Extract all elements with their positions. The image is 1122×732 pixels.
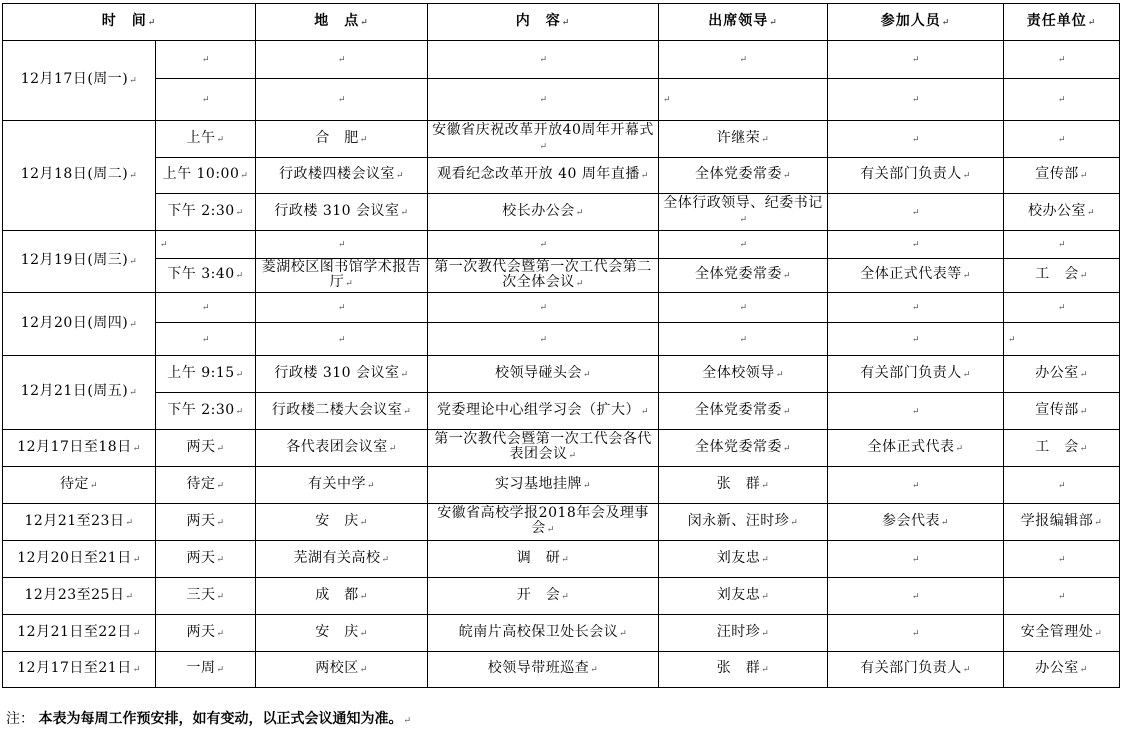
empty-cell: ↵ — [828, 578, 1004, 615]
leader-cell: 全体校领导↵ — [659, 356, 828, 393]
empty-cell: ↵ — [1004, 121, 1120, 158]
place-cell: 安 庆↵ — [256, 504, 428, 541]
date-cell: 12月20日至21日↵ — [3, 541, 156, 578]
empty-cell: ↵ — [1004, 41, 1120, 79]
time-cell: 三天↵ — [156, 578, 256, 615]
leader-cell: 全体党委常委↵ — [659, 393, 828, 430]
participants-cell: 全体正式代表等↵ — [828, 259, 1004, 293]
empty-cell: ↵ — [156, 79, 256, 121]
empty-cell: ↵ — [1004, 323, 1120, 356]
empty-cell: ↵ — [1004, 578, 1120, 615]
content-cell: 校长办公会↵ — [428, 194, 659, 231]
empty-cell: ↵ — [828, 293, 1004, 323]
empty-cell: ↵ — [1004, 293, 1120, 323]
header-leader: 出席领导↵ — [659, 4, 828, 41]
empty-cell: ↵ — [1004, 467, 1120, 504]
empty-cell: ↵ — [659, 293, 828, 323]
empty-cell: ↵ — [256, 79, 428, 121]
unit-cell: 安全管理处↵ — [1004, 615, 1120, 652]
date-cell: 12月21日至22日↵ — [3, 615, 156, 652]
unit-cell: 办公室↵ — [1004, 356, 1120, 393]
footnote-prefix: 注： — [6, 711, 34, 727]
content-cell: 党委理论中心组学习会（扩大）↵ — [428, 393, 659, 430]
empty-cell: ↵ — [828, 194, 1004, 231]
empty-cell: ↵ — [256, 293, 428, 323]
table-row — [3, 158, 1120, 194]
time-cell: 上午↵ — [156, 121, 256, 158]
unit-cell: 宣传部↵ — [1004, 158, 1120, 194]
table-row — [3, 194, 1120, 231]
time-cell: 两天↵ — [156, 504, 256, 541]
leader-cell: 张 群↵ — [659, 467, 828, 504]
unit-cell: 工 会↵ — [1004, 259, 1120, 293]
empty-cell: ↵ — [659, 231, 828, 259]
leader-cell: 全体党委常委↵ — [659, 430, 828, 467]
time-cell: 上午 9:15↵ — [156, 356, 256, 393]
leader-cell: 全体党委常委↵ — [659, 158, 828, 194]
participants-cell: 有关部门负责人↵ — [828, 356, 1004, 393]
empty-cell: ↵ — [1004, 79, 1120, 121]
empty-cell: ↵ — [428, 79, 659, 121]
unit-cell: 办公室↵ — [1004, 652, 1120, 688]
header-unit: 责任单位↵ — [1004, 4, 1120, 41]
leader-cell: 闵永新、汪时珍↵ — [659, 504, 828, 541]
empty-cell: ↵ — [156, 41, 256, 79]
leader-cell: 许继荣↵ — [659, 121, 828, 158]
empty-cell: ↵ — [428, 231, 659, 259]
empty-cell: ↵ — [659, 41, 828, 79]
table-row — [3, 541, 1120, 578]
table-row — [3, 293, 1120, 323]
time-cell: 两天↵ — [156, 615, 256, 652]
empty-cell: ↵ — [256, 41, 428, 79]
empty-cell: ↵ — [828, 79, 1004, 121]
table-row — [3, 79, 1120, 121]
footnote — [6, 708, 411, 728]
leader-cell: 刘友忠↵ — [659, 541, 828, 578]
content-cell: 第一次教代会暨第一次工代会第二次全体会议↵ — [428, 259, 659, 293]
empty-cell: ↵ — [828, 121, 1004, 158]
header-place: 地 点↵ — [256, 4, 428, 41]
table-row — [3, 121, 1120, 158]
empty-cell: ↵ — [828, 541, 1004, 578]
place-cell: 芜湖有关高校↵ — [256, 541, 428, 578]
leader-cell: 汪时珍↵ — [659, 615, 828, 652]
content-cell: 校领导带班巡查↵ — [428, 652, 659, 688]
place-cell: 合 肥↵ — [256, 121, 428, 158]
unit-cell: 学报编辑部↵ — [1004, 504, 1120, 541]
table-row — [3, 231, 1120, 259]
paragraph-mark: ↵ — [403, 716, 411, 726]
empty-cell: ↵ — [428, 323, 659, 356]
unit-cell: 校办公室↵ — [1004, 194, 1120, 231]
empty-cell: ↵ — [256, 231, 428, 259]
place-cell: 成 都↵ — [256, 578, 428, 615]
content-cell: 观看纪念改革开放 40 周年直播↵ — [428, 158, 659, 194]
time-cell: 两天↵ — [156, 541, 256, 578]
time-cell: 一周↵ — [156, 652, 256, 688]
table-row — [3, 652, 1120, 688]
date-cell: 待定↵ — [3, 467, 156, 504]
schedule-sheet — [2, 3, 1120, 688]
empty-cell: ↵ — [828, 231, 1004, 259]
time-cell: 待定↵ — [156, 467, 256, 504]
content-cell: 第一次教代会暨第一次工代会各代表团会议↵ — [428, 430, 659, 467]
table-row — [3, 356, 1120, 393]
table-row — [3, 430, 1120, 467]
weekly-schedule-table — [2, 3, 1120, 688]
place-cell: 各代表团会议室↵ — [256, 430, 428, 467]
participants-cell: 有关部门负责人↵ — [828, 158, 1004, 194]
empty-cell: ↵ — [428, 293, 659, 323]
unit-cell: 宣传部↵ — [1004, 393, 1120, 430]
header-time: 时 间↵ — [3, 4, 256, 41]
leader-cell: 张 群↵ — [659, 652, 828, 688]
date-cell: 12月23至25日↵ — [3, 578, 156, 615]
empty-cell: ↵ — [156, 323, 256, 356]
empty-cell: ↵ — [156, 231, 256, 259]
leader-cell: 全体党委常委↵ — [659, 259, 828, 293]
leader-cell: 全体行政领导、纪委书记↵ — [659, 194, 828, 231]
empty-cell: ↵ — [256, 323, 428, 356]
table-row — [3, 467, 1120, 504]
date-cell: 12月21日(周五)↵ — [3, 356, 156, 430]
date-cell: 12月21至23日↵ — [3, 504, 156, 541]
empty-cell: ↵ — [828, 393, 1004, 430]
place-cell: 行政楼四楼会议室↵ — [256, 158, 428, 194]
content-cell: 实习基地挂牌↵ — [428, 467, 659, 504]
leader-cell: 刘友忠↵ — [659, 578, 828, 615]
empty-cell: ↵ — [1004, 541, 1120, 578]
date-cell: 12月17日至21日↵ — [3, 652, 156, 688]
empty-cell: ↵ — [659, 323, 828, 356]
empty-cell: ↵ — [659, 79, 828, 121]
header-participants: 参加人员↵ — [828, 4, 1004, 41]
empty-cell: ↵ — [428, 41, 659, 79]
date-cell: 12月18日(周二)↵ — [3, 121, 156, 231]
table-row — [3, 578, 1120, 615]
table-row — [3, 259, 1120, 293]
date-cell: 12月19日(周三)↵ — [3, 231, 156, 293]
footnote-text: 本表为每周工作预安排，如有变动，以正式会议通知为准。 — [38, 711, 403, 727]
time-cell: 两天↵ — [156, 430, 256, 467]
empty-cell: ↵ — [828, 615, 1004, 652]
content-cell: 安徽省高校学报2018年会及理事会↵ — [428, 504, 659, 541]
place-cell: 行政楼 310 会议室↵ — [256, 194, 428, 231]
date-cell: 12月17日至18日↵ — [3, 430, 156, 467]
empty-cell: ↵ — [828, 323, 1004, 356]
place-cell: 有关中学↵ — [256, 467, 428, 504]
empty-cell: ↵ — [828, 41, 1004, 79]
header-row — [3, 4, 1120, 41]
empty-cell: ↵ — [828, 467, 1004, 504]
table-row — [3, 615, 1120, 652]
table-row — [3, 393, 1120, 430]
time-cell: 下午 2:30↵ — [156, 393, 256, 430]
content-cell: 开 会↵ — [428, 578, 659, 615]
place-cell: 菱湖校区图书馆学术报告厅↵ — [256, 259, 428, 293]
content-cell: 安徽省庆祝改革开放40周年开幕式↵ — [428, 121, 659, 158]
table-row — [3, 504, 1120, 541]
empty-cell: ↵ — [156, 293, 256, 323]
time-cell: 下午 3:40↵ — [156, 259, 256, 293]
time-cell: 上午 10:00↵ — [156, 158, 256, 194]
date-cell: 12月17日(周一)↵ — [3, 41, 156, 121]
table-row — [3, 41, 1120, 79]
participants-cell: 有关部门负责人↵ — [828, 652, 1004, 688]
unit-cell: 工 会↵ — [1004, 430, 1120, 467]
date-cell: 12月20日(周四)↵ — [3, 293, 156, 356]
header-content: 内 容↵ — [428, 4, 659, 41]
empty-cell: ↵ — [1004, 231, 1120, 259]
place-cell: 行政楼二楼大会议室↵ — [256, 393, 428, 430]
place-cell: 两校区↵ — [256, 652, 428, 688]
content-cell: 皖南片高校保卫处长会议↵ — [428, 615, 659, 652]
content-cell: 调 研↵ — [428, 541, 659, 578]
participants-cell: 全体正式代表↵ — [828, 430, 1004, 467]
place-cell: 安 庆↵ — [256, 615, 428, 652]
place-cell: 行政楼 310 会议室↵ — [256, 356, 428, 393]
table-row — [3, 323, 1120, 356]
time-cell: 下午 2:30↵ — [156, 194, 256, 231]
content-cell: 校领导碰头会↵ — [428, 356, 659, 393]
participants-cell: 参会代表↵ — [828, 504, 1004, 541]
